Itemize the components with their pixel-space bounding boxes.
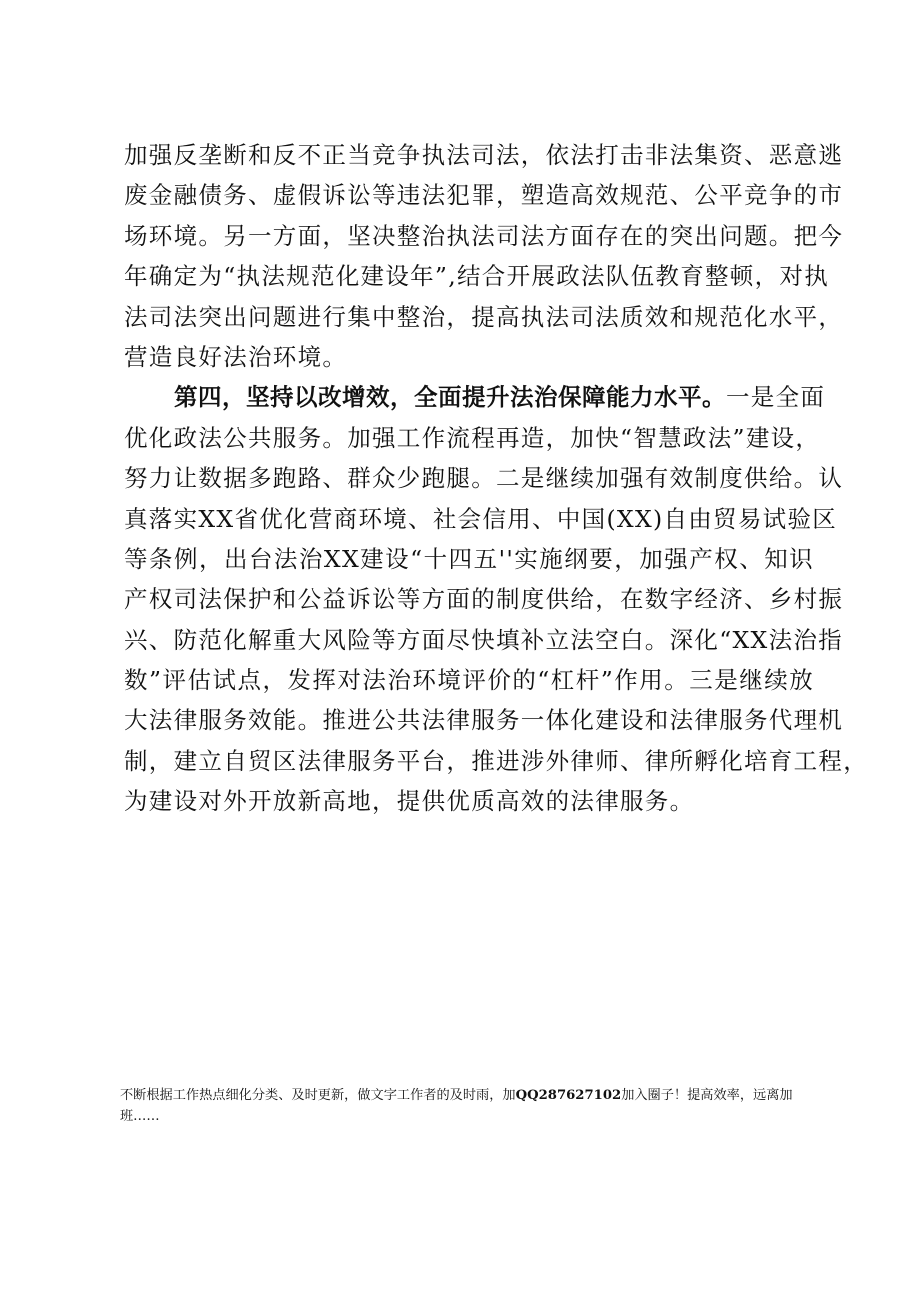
paragraph-line: 年确定为“执法规范化建设年”,结合开展政法队伍教育整顿，对执 (124, 262, 829, 291)
paragraph-line: 为建设对外开放新高地，提供优质高效的法律服务。 (124, 787, 695, 816)
paragraph-line: 兴、防范化解重大风险等方面尽快填补立法空白。深化“XX法治指 (124, 625, 843, 654)
body-text (124, 135, 868, 822)
footnote-qq: QQ287627102 (515, 1088, 622, 1103)
paragraph-first-line (124, 377, 826, 417)
footnote (120, 1085, 820, 1127)
paragraph-line: 营造良好法治环境。 (124, 342, 348, 371)
footnote-text: 不断根据工作热点细化分类、及时更新，做文字工作者的及时雨，加 (120, 1088, 516, 1103)
paragraph-line: 真落实XX省优化营商环境、社会信用、中国(XX)自由贸易试验区 (124, 504, 838, 533)
section-heading: 第四，坚持以改增效，全面提升法治保障能力水平。 (174, 383, 726, 412)
paragraph-line: 产权司法保护和公益诉讼等方面的制度供给，在数字经济、乡村振 (124, 585, 844, 614)
paragraph-line: 等条例，出台法治XX建设“十四五''实施纲要，加强产权、知识 (124, 544, 814, 573)
paragraph-line: 努力让数据多跑路、群众少跑腿。二是继续加强有效制度供给。认 (124, 464, 844, 493)
paragraph-line: 数”评估试点，发挥对法治环境评价的“杠杆”作用。三是继续放 (124, 666, 814, 695)
footnote-text: 加入圈子！提高效率，远离加班…… (120, 1088, 793, 1124)
paragraph-line: 优化政法公共服务。加强工作流程再造，加快“智慧政法”建设， (124, 423, 821, 452)
paragraph-line: 法司法突出问题进行集中整治，提高执法司法质效和规范化水平， (124, 302, 844, 331)
paragraph-line: 废金融债务、虚假诉讼等违法犯罪，塑造高效规范、公平竞争的市 (124, 181, 844, 210)
paragraph-line: 制，建立自贸区法律服务平台，推进涉外律师、律所孵化培育工程， (124, 746, 868, 775)
paragraph-line: 加强反垄断和反不正当竞争执法司法，依法打击非法集资、恶意逃 (124, 141, 844, 169)
paragraph-line-rest: 一是全面 (726, 383, 826, 412)
paragraph-line: 大法律服务效能。推进公共法律服务一体化建设和法律服务代理机 (124, 706, 844, 735)
paragraph-line: 场环境。另一方面，坚决整治执法司法方面存在的突出问题。把今 (124, 221, 844, 250)
